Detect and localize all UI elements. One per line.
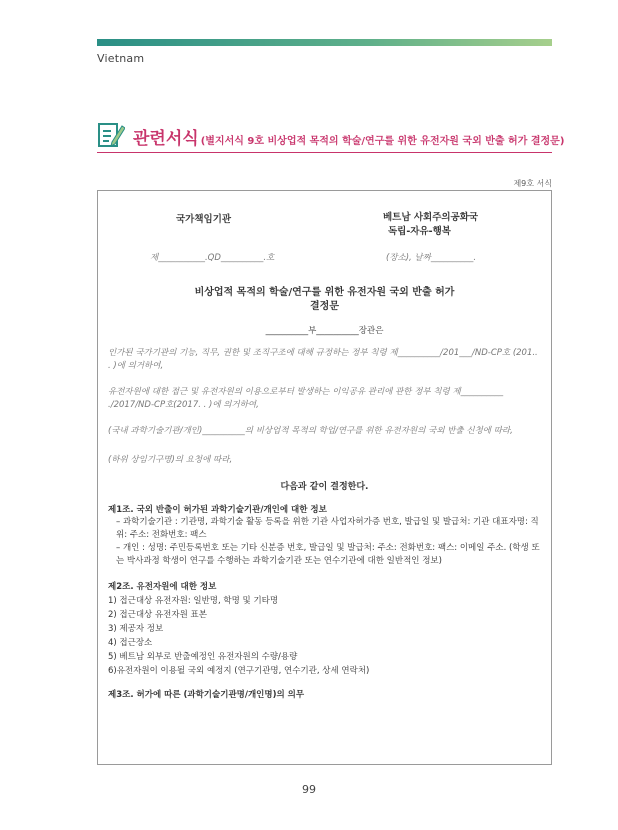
form-number: 제9호 서식 [513,179,552,188]
signatory-line: __________부__________장관은 [265,326,384,336]
section-title-main: 관련서식 [133,129,199,149]
org-right-line2: 독립-자유-행복 [388,226,451,237]
article-2-item: 6)유전자원이 이용될 국외 예정지 (연구기관명, 연수기관, 상세 연락처) [108,666,370,676]
header-accent-bar [97,39,552,46]
document-title-line2: 결정문 [310,301,339,312]
paragraph-legal-basis-2: 유전자원에 대한 접근 및 유전자원의 이용으로부터 발생하는 이익공유 관리에 관한 정부 칙령 제__________ ./2017/ND-CP호(2017. . )에 의거하여, [108,387,504,410]
article-2-item: 3) 제공자 정보 [108,624,164,634]
form-edit-icon [97,120,125,148]
decision-statement: 다음과 같이 결정한다. [280,482,369,492]
page-number: 99 [302,783,316,796]
reference-number-line: 제___________.QD__________.호 [150,253,275,263]
article-1-title: 제1조. 국외 반출이 허가된 과학기술기관/개인에 대한 정보 [108,505,327,515]
paragraph-application: (국내 과학기술기관/개인)__________의 비상업적 목적의 학업/연구를 위한 유전자원의 국외 반출 신청에 따라, [108,426,513,436]
article-2-title: 제2조. 유전자원에 대한 정보 [108,582,217,592]
place-date-line: (장소), 날짜__________. [386,253,477,263]
article-2-item: 5) 베트남 외부로 반출예정인 유전자원의 수량/용량 [108,652,298,662]
paragraph-request: (하위 상임기구명)의 요청에 따라, [108,455,233,465]
article-3-title: 제3조. 허가에 따른 (과학기술기관명/개인명)의 의무 [108,690,305,700]
paragraph-legal-basis-1: 인가된 국가기관의 기능, 직무, 권한 및 조직구조에 대해 규정하는 정부 칙령 제__________/201___/ND-CP호 (201.. . )에 의거하여, [108,348,538,371]
country-label: Vietnam [97,52,145,65]
section-title [133,124,564,149]
org-left: 국가책임기관 [176,214,232,225]
section-header [97,120,565,154]
org-right-line1: 베트남 사회주의공화국 [383,212,479,223]
form-document [97,190,552,765]
article-2-item: 1) 접근대상 유전자원: 일반명, 학명 및 기타명 [108,596,279,606]
article-1-individual: – 개인 : 성명: 주민등록번호 또는 기타 신분증 번호, 발급일 및 발급처: 주소: 전화번호: 팩스: 이메일 주소. (학생 또는 박사과정 학생이 연구를 수행하는 과학기술기관 또는 연수기관에 대한 일반적인 정보) [116,543,540,566]
article-2-item: 4) 접근장소 [108,638,153,648]
article-2-item: 2) 접근대상 유전자원 표본 [108,610,207,620]
section-title-sub: (별지서식 9호 비상업적 목적의 학술/연구를 위한 유전자원 국외 반출 허가 결정문) [200,136,565,147]
document-title-line1: 비상업적 목적의 학술/연구를 위한 유전자원 국외 반출 허가 [194,287,455,298]
article-1-institution: – 과학기술기관 : 기관명, 과학기술 활동 등록을 위한 기관 사업자허가증 번호, 발급일 및 발급처: 기관 대표자명: 직위: 주소: 전화번호: 팩스 [116,517,539,540]
section-divider [97,152,552,153]
